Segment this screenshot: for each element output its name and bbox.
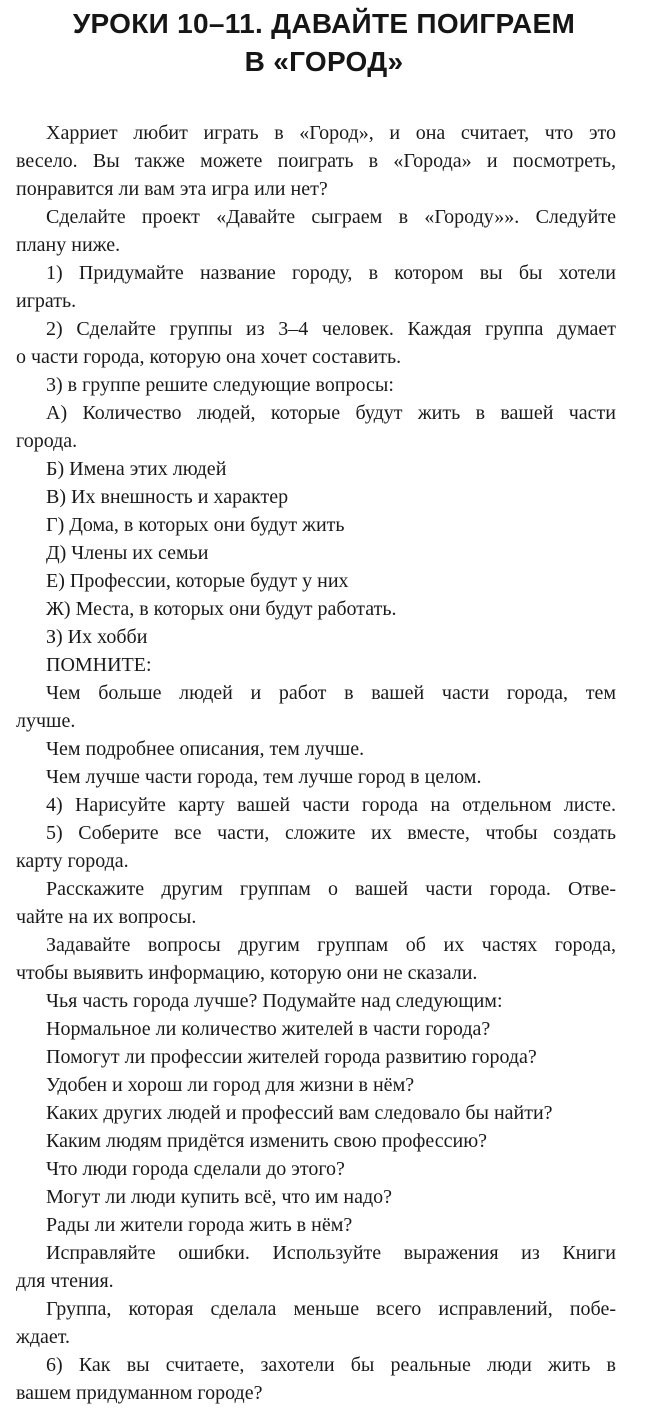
text-line: Группа, которая сделала меньше всего исправлений, побе- [46,1298,616,1320]
text-line: понравится ли вам эта игра или нет? [16,178,328,200]
text-line: Каких других людей и профессий вам следовало бы найти? [46,1102,553,1124]
text-line: Нормальное ли количество жителей в части города? [46,1018,491,1040]
text-line: Удобен и хорош ли город для жизни в нём? [46,1074,415,1096]
text-line: Могут ли люди купить всё, что им надо? [46,1186,393,1208]
text-line: Чья часть города лучше? Подумайте над следующим: [46,990,503,1012]
text-line: играть. [16,290,77,312]
text-line: Харриет любит играть в «Город», и она считает, что это [46,122,616,144]
text-line: Сделайте проект «Давайте сыграем в «Городу»». Следуйте [46,206,616,228]
text-line: для чтения. [16,1270,114,1292]
text-line: Рады ли жители города жить в нём? [46,1214,353,1236]
text-line: 4) Нарисуйте карту вашей части города на отдельном листе. [46,794,616,816]
text-line: Исправляйте ошибки. Используйте выражения из Книги [46,1242,616,1264]
text-line: Ж) Места, в которых они будут работать. [46,598,397,620]
text-line: 2) Сделайте группы из 3–4 человек. Каждая группа думает [46,318,616,340]
text-line: ждает. [16,1326,70,1348]
text-line: 1) Придумайте название городу, в котором вы бы хотели [46,262,616,284]
text-line: Чем подробнее описания, тем лучше. [46,738,365,760]
text-line: Б) Имена этих людей [46,458,227,480]
text-line: вашем придуманном городе? [16,1382,263,1404]
text-line: Что люди города сделали до этого? [46,1158,345,1180]
text-line: 5) Соберите все части, сложите их вместе, чтобы создать [46,822,616,844]
text-line: ПОМНИТЕ: [46,654,152,676]
text-line: весело. Вы также можете поиграть в «Города» и посмотреть, [16,150,616,172]
text-line: Чем лучше части города, тем лучше город в целом. [46,766,482,788]
text-line: карту города. [16,850,129,872]
text-line: чайте на их вопросы. [16,906,197,928]
text-line: В) Их внешность и характер [46,486,289,508]
text-line: Расскажите другим группам о вашей части города. Отве- [46,878,616,900]
body-text [16,119,616,1407]
text-line: лучше. [16,710,76,732]
text-line: плану ниже. [16,234,121,256]
text-line: З) Их хобби [46,626,148,648]
text-line: Д) Члены их семьи [46,542,209,564]
text-line: о части города, которую она хочет составить. [16,346,402,368]
page-title-line-1: УРОКИ 10–11. ДАВАЙТЕ ПОИГРАЕМ [72,8,576,39]
text-line: чтобы выявить информацию, которую они не сказали. [16,962,478,984]
text-line: Помогут ли профессии жителей города развитию города? [46,1046,537,1068]
text-line: Задавайте вопросы другим группам об их частях города, [46,934,616,956]
text-line: Е) Профессии, которые будут у них [46,570,349,592]
text-line: Каким людям придётся изменить свою профессию? [46,1130,488,1152]
text-line: 6) Как вы считаете, захотели бы реальные люди жить в [46,1354,616,1376]
page-title-line-2: В «ГОРОД» [244,46,404,77]
text-line: 3) в группе решите следующие вопросы: [46,374,394,396]
text-line: Г) Дома, в которых они будут жить [46,514,345,536]
text-line: А) Количество людей, которые будут жить в вашей части [46,402,616,424]
text-line: Чем больше людей и работ в вашей части города, тем [46,682,616,704]
text-line: города. [16,430,78,452]
